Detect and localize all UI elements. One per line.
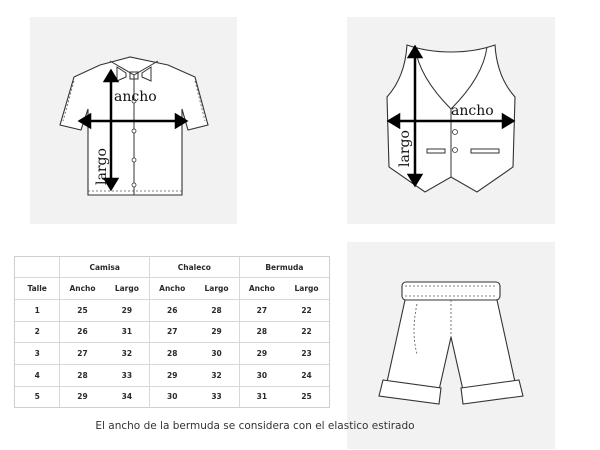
table-row — [15, 386, 329, 407]
table-cell: 27 — [60, 343, 105, 365]
table-cell: 22 — [284, 321, 329, 343]
table-cell: 28 — [194, 299, 239, 321]
table-cell: 29 — [105, 299, 150, 321]
shorts-diagram-panel — [347, 242, 555, 449]
table-cell: 26 — [150, 299, 195, 321]
table-column-header: Largo — [194, 278, 239, 300]
table-cell: 30 — [239, 365, 284, 387]
table-column-header: Largo — [284, 278, 329, 300]
vest-width-label: ancho — [451, 103, 494, 119]
table-cell: 25 — [301, 392, 312, 402]
table-cell: 28 — [239, 321, 284, 343]
table-cell: 28 — [60, 365, 105, 387]
table-row — [15, 321, 329, 343]
shorts-illustration — [347, 242, 555, 449]
table-group-header: Bermuda — [239, 257, 329, 278]
size-table — [14, 256, 330, 408]
table-cell: 24 — [284, 365, 329, 387]
table-cell: 27 — [150, 321, 195, 343]
table-cell: 33 — [211, 392, 222, 402]
table-cell: 31 — [239, 386, 284, 407]
table-column-header: Ancho — [60, 278, 105, 300]
table-cell: 32 — [194, 365, 239, 387]
table-cell: 22 — [284, 299, 329, 321]
table-column-header: Ancho — [150, 278, 195, 300]
table-cell: 32 — [105, 343, 150, 365]
table-row — [15, 343, 329, 365]
table-row — [15, 365, 329, 387]
table-cell: 33 — [105, 365, 150, 387]
table-cell: 34 — [121, 392, 133, 402]
table-cell: 1 — [15, 299, 60, 321]
table-cell: 3 — [15, 343, 60, 365]
table-cell: 25 — [60, 299, 105, 321]
table-cell: 30 — [194, 343, 239, 365]
table-cell: 4 — [15, 365, 60, 387]
vest-illustration — [347, 17, 555, 224]
table-cell: 29 — [239, 343, 284, 365]
table-group-header-row — [15, 257, 329, 278]
table-cell: 31 — [105, 321, 150, 343]
vest-length-label: largo — [397, 130, 413, 167]
shirt-length-label: largo — [94, 148, 110, 185]
shirt-diagram-panel — [30, 17, 237, 224]
table-cell: 30 — [150, 386, 195, 407]
table-cell: 23 — [284, 343, 329, 365]
footnote: El ancho de la bermuda se considera con el elastico estirado — [95, 420, 415, 432]
table-cell: 29 — [150, 365, 195, 387]
table-cell: 5 — [34, 392, 40, 402]
table-header-empty — [15, 257, 60, 278]
table-cell: 2 — [15, 321, 60, 343]
table-column-header: Largo — [105, 278, 150, 300]
table-cell: 29 — [194, 321, 239, 343]
table-group-header: Chaleco — [150, 257, 240, 278]
table-cell: 29 — [60, 386, 105, 407]
table-column-header: Talle — [15, 278, 60, 300]
table-cell: 27 — [239, 299, 284, 321]
table-cell: 28 — [150, 343, 195, 365]
shirt-illustration — [30, 17, 237, 224]
table-column-header: Ancho — [239, 278, 284, 300]
table-group-header: Camisa — [60, 257, 150, 278]
shirt-width-label: ancho — [114, 89, 157, 105]
table-column-header-row — [15, 278, 329, 300]
vest-diagram-panel — [347, 17, 555, 224]
table-row — [15, 299, 329, 321]
table-cell: 26 — [60, 321, 105, 343]
